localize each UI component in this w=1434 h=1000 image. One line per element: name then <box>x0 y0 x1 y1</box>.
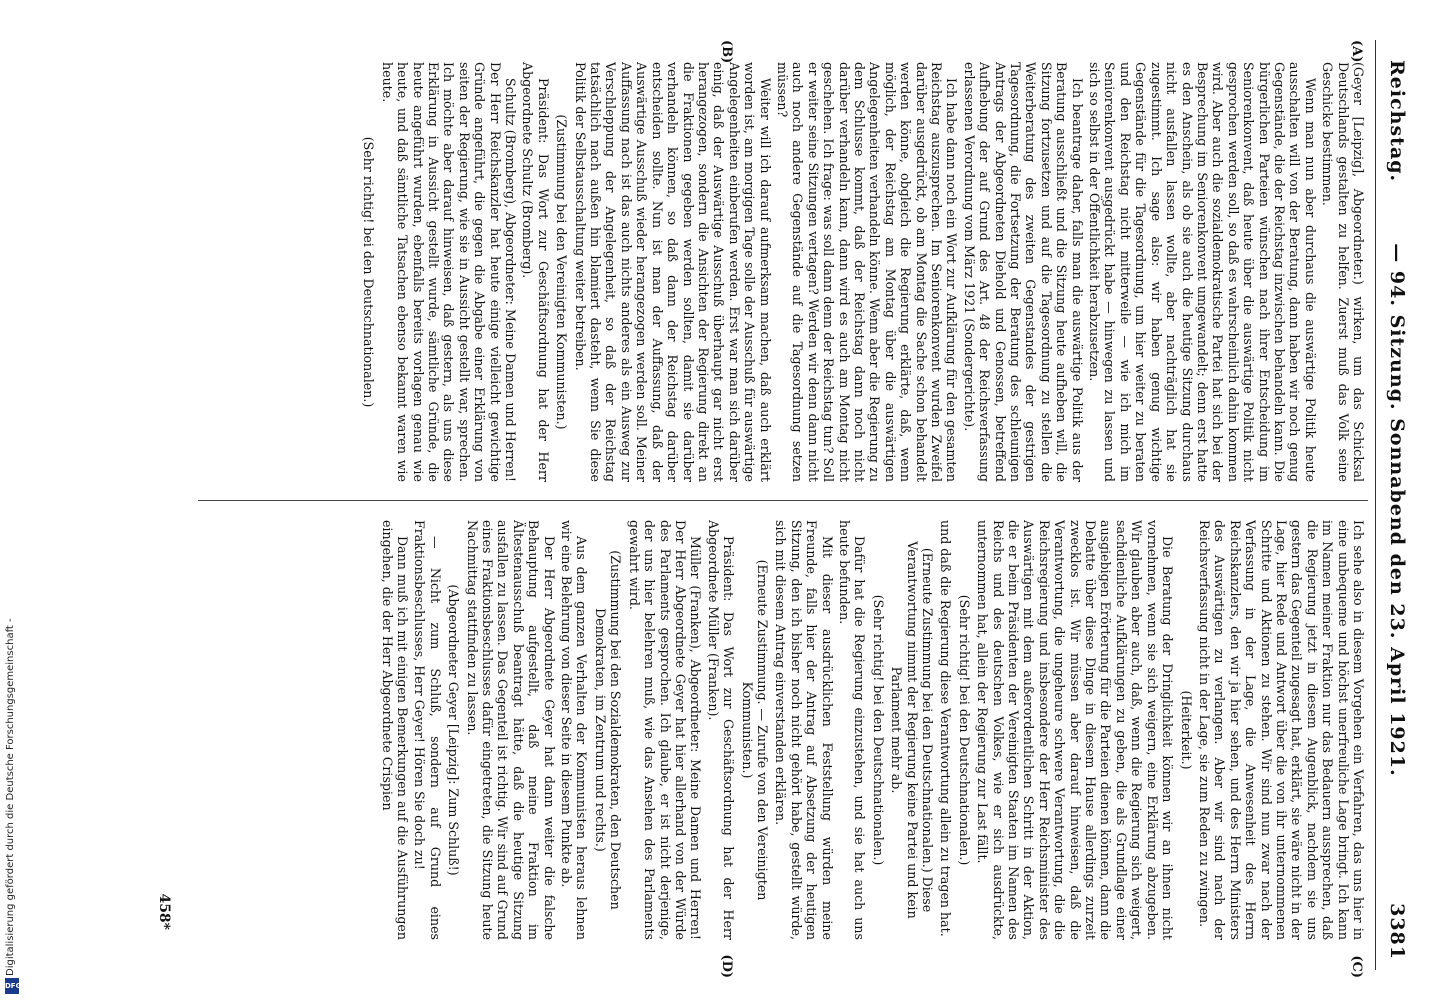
margin-marker-b: (B) <box>719 40 734 64</box>
paragraph: Ich habe dann noch ein Wort zur Aufklärung für den gesamten Reichstag auszusprechen. Im Seniorenkonvent wurden Zweifel darüber ausgedrückt, ob am Montag die Sache schon behandelt werden könne, obgleich die Regierung erklärte, daß, wenn möglich, der Reichstag am Montag über die auswärtigen Angelegenheiten verhandeln könne. Wenn aber die Regierung zu dem Schlusse kommt, daß der Reichstag dann noch nicht darüber verhandeln kann, dann wird es auch am Montag nicht geschehen. Ich frage: was soll dann denn der Reichstag tun? Soll er weiter seine Sitzungen vertagen? Werden wir denn dann nicht auch noch andere Gegenstände auf die Tagesordnung setzen müssen? <box>774 62 960 482</box>
paragraph: und daß die Regierung diese Verantwortung allein zu tragen hat. <box>938 520 954 937</box>
paragraph: (Geyer [Leipzig], Abgeordneter.) wirken, um das Schicksal Deutschlands gestalten zu helfen. Zuerst muß das Volk seine Geschicke bestimmen. <box>1320 62 1366 482</box>
interjection: (Abgeordneter Geyer [Leipzig]: Zum Schluß!) <box>446 584 462 876</box>
paragraph: Präsident: Das Wort zur Geschäftsordnung hat der Herr Abgeordnete Müller (Franken). <box>705 520 737 940</box>
right-column <box>186 520 1366 940</box>
paragraph: Wenn man nun aber durchaus die auswärtige Politik heute ausschalten will von der Beratung, dann haben wir noch genug Gegenstände, die der Reichstag inzwischen behandeln kann. Die bürgerlichen Parteien wünschen nach ihrer Entscheidung im Seniorenkonvent, daß heute über die auswärtige Politik nicht gesprochen werden soll, so daß es wahrscheinlich dahin kommen wird. Aber auch die sozialdemokratische Partei hat sich bei der Besprechung im Seniorenkonvent umgewandelt; denn erst hatte es den Anschein, als ob sie auch die heutige Sitzung durchaus nicht ausfallen lassen wollte, aber nachträglich hat sie zugestimmt. Ich sage also: wir haben genug wichtige Gegenstände für die Tagesordnung, um hier weiter zu beraten und den Reichstag nicht mitterweile — wie ich mich im Seniorenkonvent ausgedrückt habe — hinwegen zu lassen und sich so selbst in der Öffentlichkeit herabzusetzen. <box>1087 62 1318 482</box>
interjection: (Sehr richtig! bei den Deutschnationalen.) <box>361 136 377 408</box>
header-center: — 94. Sitzung. Sonnabend den 23. April 1921. <box>1386 243 1408 777</box>
interjection: (Erneute Zustimmung bei den Deutschnationalen.) Diese Verantwortung nimmt der Regierung keine Partei und kein Parlament mehr ab. <box>889 541 936 919</box>
digitization-credit: Digitalisierung gefördert durch die Deutsche Forschungsgemeinschaft - <box>5 618 16 976</box>
left-column <box>186 62 1366 482</box>
interjection: (Heiterkeit.) <box>1178 690 1194 770</box>
paragraph: Mit dieser ausdrücklichen Feststellung würden meine Freunde, falls hier der Antrag auf Absetzung der heutigen Sitzung, den ich bisher noch nicht gehört habe, gestellt würde, sich mit diesem Antrag einverstanden erklären. <box>773 520 835 940</box>
margin-marker-d: (D) <box>719 954 734 978</box>
header-left: Reichstag. <box>1386 60 1408 183</box>
paragraph: Müller (Franken), Abgeordneter: Meine Damen und Herren! Der Herr Abgeordnete Geyer hat hier allerhand von der Würde des Parlaments gesprochen. Ich glaube, er ist nicht derjenige, der uns hier belehren muß, wie das Ansehen des Parlaments gewahrt wird. <box>626 520 704 940</box>
paragraph: Ich beantrage daher, falls man die auswärtige Politik aus der Beratung ausschließt und die Sitzung heute aufheben will, die Sitzung fortzusetzen und auf die Tagesordnung zu stellen die Weiterberatung des zweiten Gegenstandes der gestrigen Tagesordnung, die Fortsetzung der Beratung des schleunigen Antrags der Abgeordneten Diehold und Genossen, betreffend Aufhebung der auf Grund des Art. 48 der Reichsverfassung erlassenen Verordnung vom März 1921 (Sondergerichte). <box>961 62 1085 482</box>
margin-marker-a: (A) <box>1349 40 1364 63</box>
paragraph: — Nicht zum Schluß, sondern auf Grund eines Fraktionsbeschlusses, Herr Geyer! Hören Sie doch zu! <box>412 520 443 940</box>
paragraph: Dafür hat die Regierung einzustehen, und sie hat auch uns heute befunden. <box>837 520 868 940</box>
interjection: (Zustimmung bei den Vereinigten Kommunisten.) <box>554 114 570 430</box>
column-divider <box>198 500 1368 501</box>
page-number: 3381 <box>1386 903 1408 960</box>
paragraph: Ich sehe also in diesem Vorgehen ein Verfahren, das uns hier in eine unbequeme und höchst unerfreuliche Lage bringt. Ich kann im Namen meiner Fraktion nur das Bedauern aussprechen, daß die Regierung jetzt in diesem Augenblick, nachdem sie uns gestern das Gegenteil zugesagt hat, erklärt, sie wäre nicht in der Lage, hier Rede und Antwort über die von ihr unternommenen Schritte und Aktionen zu stehen. Wir sind nun zwar nach der Verfassung in der Lage, die Anwesenheit des Herrn Reichskanzlers, den wir ja hier sehen, und des Herrn Ministers des Auswärtigen zu verlangen. Aber wir sind nach der Reichsverfassung nicht in der Lage, sie zum Reden zu zwingen. <box>1196 520 1366 940</box>
interjection: (Sehr richtig! bei den Deutschnationalen.) <box>956 594 972 866</box>
dfg-logo: DFG <box>5 978 19 994</box>
paragraph: Präsident: Das Wort zur Geschäftsordnung hat der Herr Abgeordnete Schultz (Bromberg). <box>520 62 551 482</box>
interjection: (Sehr richtig! bei den Deutschnationalen.) <box>870 594 886 866</box>
paragraph: Dann muß ich mit einigen Bemerkungen auf die Ausführungen eingehen, die der Herr Abgeordnete Crispien <box>379 520 411 940</box>
paragraph: Weiter will ich darauf aufmerksam machen, daß auch erklärt worden ist, am morgigen Tage solle der Ausschuß für auswärtige Angelegenheiten einberufen werden. Erst war man sich darüber einig, daß der Auswärtige Ausschuß überhaupt gar nicht erst herangezogen, sondern die Ansichten der Regierung direkt an die Fraktionen gegeben werden sollten, damit sie darüber verhandeln können, so daß dann der Reichstag darüber entscheiden sollte. Nun ist man der Auffassung, daß der Auswärtige Ausschuß wieder herangezogen werden soll. Meiner Auffassung nach ist das auch nichts anderes als ein Ausweg zur Verschleppung der Angelegenheit, so daß der Reichstag tatsächlich nach außen hin blamiert dasteht, wenn Sie diese Politik der Selbstausschaltung weiter betreiben. <box>572 62 773 482</box>
paragraph: Der Herr Abgeordnete Geyer hat dann weiter die falsche Behauptung aufgestellt, daß meine Fraktion im Ältestenausschuß beantragt hätte, daß die heutige Sitzung ausfallen zu lassen. Das Gegenteil ist richtig. Wir sind auf Grund eines Fraktionsbeschlusses dafür eingetreten, die Sitzung heute Nachmittag stattfinden zu lassen. <box>464 520 557 940</box>
interjection: (Zustimmung bei den Sozialdemokraten, den Deutschen Demokraten, im Zentrum und rechts.) <box>592 550 624 910</box>
header-rule <box>1375 40 1376 970</box>
interjection: (Erneute Zustimmung. — Zurufe von den Vereinigten Kommunisten.) <box>739 559 770 901</box>
paragraph: Schultz (Bromberg), Abgeordneter: Meine Damen und Herren! Der Herr Reichskanzler hat heute einige vielleicht gewichtige Gründe angeführt, die gegen die Abgabe einer Erklärung von seiten der Regierung, wie sie in Aussicht gestellt war, sprechen. Ich möchte aber darauf hinweisen, daß gestern, als uns diese Erklärung in Aussicht gestellt wurde, sämtliche Gründe, die heute angeführt wurden, ebenfalls bereits vorlagen genau wie heute, und daß sämtliche Tatsachen ebenso bekannt waren wie heute. <box>379 62 519 482</box>
page-header <box>1378 60 1408 960</box>
paragraph: Die Beratung der Dringlichkeit können wir an ihnen nicht vornehmen, wenn sie sich weigern, eine Erklärung abzugeben. Wir glauben aber auch, daß, wenn die Regierung sich weigert, sachdienliche Aufklärungen zu geben, die als Grundlage einer ausgiebigen Erörterung für die Parteien dienen können, dann die Debatte über diese Dinge in diesem Hause allerdings zurzeit zwecklos ist. Wir müssen aber darauf hinweisen, daß die Verantwortung, die ungeheure schwere Verantwortung, die die Reichsregierung und insbesondere der Herr Reichsminister des Auswärtigen mit dem außerordentlichen Schritt in der Aktion, die er beim Präsidenten der Vereinigten Staaten im Namen des Reichs und des deutschen Volkes, wie er sich ausdrückte, unternommen hat, allein der Regierung zur Last fällt. <box>975 520 1176 940</box>
margin-marker-c: (C) <box>1349 955 1364 978</box>
paragraph: Aus dem ganzen Verhalten der Kommunisten heraus lehnen wir eine Belehrung von dieser Seite in diesem Punkte ab. <box>559 520 590 940</box>
page-footer: 458* <box>156 893 172 930</box>
